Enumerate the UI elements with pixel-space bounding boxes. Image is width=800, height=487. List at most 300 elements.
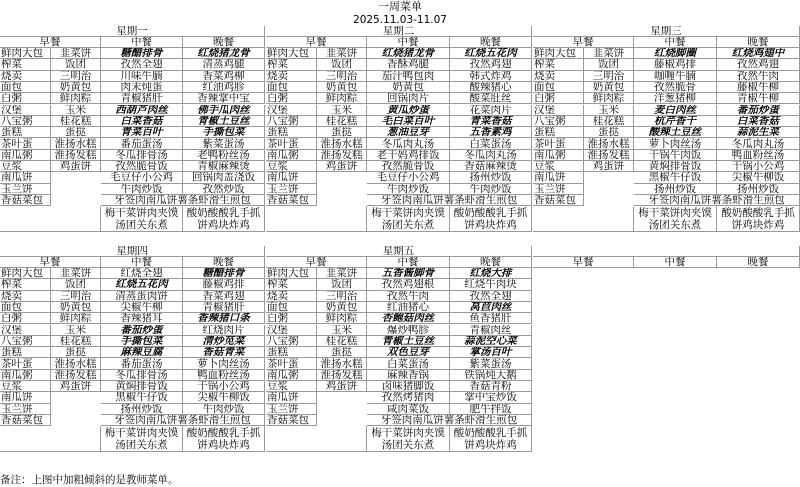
dinner-dish: 扬州炒饭 (717, 184, 800, 195)
dinner-dish: 红烧大排 (450, 268, 532, 279)
dinner-dish: 干锅小公鸡 (717, 161, 800, 172)
lunch-header: 中餐 (101, 257, 183, 268)
dinner-dish: 韩式炸鸡 (450, 71, 532, 82)
breakfast-item: 汉堡 (533, 105, 584, 116)
breakfast-item: 豆浆 (0, 381, 51, 392)
breakfast-item: 玉兰饼 (266, 184, 317, 195)
breakfast-item: 韭菜饼 (317, 48, 367, 59)
lunch-dish: 冬瓜排骨汤 (101, 370, 183, 381)
lunch-dish: 卤味猪脚饭 (367, 381, 450, 392)
breakfast-item: 玉兰饼 (533, 184, 584, 195)
breakfast-item: 八宝粥 (266, 336, 317, 347)
breakfast-item: 南瓜饼 (533, 172, 584, 183)
lunch-dish: 青椒土豆丝 (367, 336, 450, 347)
breakfast-item: 烧卖 (266, 291, 317, 302)
dinner-dish: 香菇麻辣烫 (450, 161, 532, 172)
lunch-header: 中餐 (634, 257, 717, 268)
lunch-dish: 奶黄包 (367, 82, 450, 93)
breakfast-item: 鸡蛋饼 (51, 381, 101, 392)
breakfast-item: 饭团 (51, 279, 101, 290)
breakfast-item: 南瓜饼 (266, 392, 317, 403)
dinner-dish: 青椒肉丝 (450, 325, 532, 336)
breakfast-item: 茶叶蛋 (0, 358, 51, 369)
dinner-header: 晚餐 (450, 257, 532, 268)
breakfast-item: 鲜肉粽 (51, 313, 101, 324)
lunch-dish: 黑椒牛仔饭 (101, 392, 183, 403)
breakfast-item: 烧卖 (533, 71, 584, 82)
breakfast-item: 饭团 (51, 59, 101, 70)
breakfast-blank (266, 426, 367, 452)
breakfast-item: 鲜肉粽 (51, 93, 101, 104)
breakfast-blank (266, 206, 367, 232)
dinner-header: 晚餐 (717, 257, 800, 268)
breakfast-item: 鲜肉大包 (266, 48, 317, 59)
dinner-dish: 酸菜肚丝 (450, 93, 532, 104)
day-name: 星期二 (266, 26, 532, 37)
breakfast-item: 面包 (266, 302, 317, 313)
breakfast-item: 玉米 (51, 105, 101, 116)
breakfast-item: 玉兰饼 (0, 404, 51, 415)
breakfast-item: 三明治 (317, 291, 367, 302)
breakfast-item: 饭团 (317, 59, 367, 70)
breakfast-item: 奶黄包 (317, 302, 367, 313)
breakfast-item: 蛋糕 (266, 347, 317, 358)
breakfast-item: 香菇菜包 (533, 195, 584, 206)
dinner-dish: 香菇青粉 (450, 381, 532, 392)
dinner-dish: 蒜泥空心菜 (450, 336, 532, 347)
dinner-dish: 香菜鸡翅 (183, 291, 265, 302)
breakfast-item: 香菇菜包 (266, 415, 317, 426)
breakfast-item: 豆浆 (266, 161, 317, 172)
breakfast-item: 桂花糕 (584, 116, 634, 127)
breakfast-item: 淮扬水糕 (584, 138, 634, 149)
dinner-dish: 紫菜蛋汤 (450, 358, 532, 369)
dinner-dish: 孜然炒饭 (183, 184, 265, 195)
dinner-dish: 铁锅炖大鹅 (450, 370, 532, 381)
breakfast-item: 玉米 (584, 105, 634, 116)
dinner-dish: 掌中宝炒饭 (450, 392, 532, 403)
breakfast-item: 南瓜粥 (0, 150, 51, 161)
breakfast-item: 白粥 (266, 313, 317, 324)
snack-extra: 酸奶酸酸乳手抓饼鸡块炸鸡 (450, 206, 532, 232)
date-range: 2025.11.03-11.07 (353, 14, 447, 26)
lunch-dish: 双色豆芽 (367, 347, 450, 358)
lunch-dish: 川味牛腩 (101, 71, 183, 82)
breakfast-item: 鲜肉大包 (266, 268, 317, 279)
lunch-dish: 尖椒牛柳 (101, 302, 183, 313)
dinner-dish: 白菜蛋汤 (450, 138, 532, 149)
breakfast-item: 玉兰饼 (0, 184, 51, 195)
breakfast-item: 蛋挞 (51, 127, 101, 138)
dinner-dish: 青椒猪肝 (183, 302, 265, 313)
dinner-dish: 扬州炒饭 (450, 172, 532, 183)
breakfast-item: 白粥 (0, 93, 51, 104)
dinner-dish: 孜然全翅 (450, 291, 532, 302)
snack-row: 牙签肉南瓜饼薯条虾滑生煎包 (367, 415, 532, 426)
breakfast-item: 豆浆 (0, 161, 51, 172)
dinner-dish: 红油鸡胗 (183, 82, 265, 93)
lunch-dish: 毛白菜百叶 (367, 116, 450, 127)
breakfast-item: 饭团 (317, 279, 367, 290)
dinner-dish: 红烧鸡翅中 (717, 48, 800, 59)
breakfast-item: 饭团 (584, 59, 634, 70)
lunch-dish: 孜然烤猪肉 (367, 392, 450, 403)
lunch-dish: 杭芹香干 (634, 116, 717, 127)
lunch-dish: 青椒猪肝 (101, 93, 183, 104)
breakfast-item: 榨菜 (533, 59, 584, 70)
breakfast-item: 鲜肉粽 (317, 93, 367, 104)
breakfast-item: 淮扬水糕 (317, 138, 367, 149)
snack-extra: 梅干菜饼肉夹馍汤团关东煮 (101, 426, 183, 452)
breakfast-item: 南瓜饼 (0, 392, 51, 403)
lunch-dish: 红烧五花肉 (101, 279, 183, 290)
breakfast-item: 淮扬发糕 (317, 370, 367, 381)
dinner-dish: 糖醋排骨 (183, 268, 265, 279)
lunch-dish: 孜然脆骨 (634, 82, 717, 93)
breakfast-item: 韭菜饼 (51, 48, 101, 59)
breakfast-item: 奶黄包 (51, 82, 101, 93)
dinner-dish: 孜然鸡翅 (717, 59, 800, 70)
snack-row: 牙签肉南瓜饼薯条虾滑生煎包 (634, 195, 800, 206)
breakfast-item: 奶黄包 (584, 82, 634, 93)
lunch-dish: 干锅牛肉饭 (634, 150, 717, 161)
breakfast-item: 鸡蛋饼 (317, 381, 367, 392)
breakfast-item: 淮扬发糕 (51, 370, 101, 381)
snack-extra: 梅干菜饼肉夹馍汤团关东煮 (634, 206, 717, 232)
dinner-dish: 青椒牛柳 (717, 93, 800, 104)
breakfast-item: 八宝粥 (0, 336, 51, 347)
dinner-dish: 青椒麻辣烫 (183, 161, 265, 172)
lunch-dish: 香酥鸡腿 (367, 59, 450, 70)
breakfast-item: 奶黄包 (317, 82, 367, 93)
dinner-dish: 红烧牛肉块 (450, 279, 532, 290)
breakfast-item: 八宝粥 (266, 116, 317, 127)
dinner-dish: 孜然牛肉 (717, 71, 800, 82)
dinner-dish: 牛肉炒饭 (450, 184, 532, 195)
lunch-header: 中餐 (101, 37, 183, 48)
lunch-dish: 手撕包菜 (101, 336, 183, 347)
lunch-dish: 黄焖排骨饭 (634, 161, 717, 172)
breakfast-item: 南瓜粥 (266, 150, 317, 161)
lunch-dish: 毛豆仔小公鸡 (367, 172, 450, 183)
breakfast-item: 榨菜 (0, 279, 51, 290)
lunch-dish: 杏鲍菇肉丝 (367, 313, 450, 324)
breakfast-item: 汉堡 (0, 105, 51, 116)
breakfast-item: 豆浆 (533, 161, 584, 172)
breakfast-item: 八宝粥 (0, 116, 51, 127)
breakfast-item: 蛋糕 (0, 127, 51, 138)
dinner-dish: 牛肉炒饭 (183, 404, 265, 415)
lunch-dish: 洋葱猪柳 (634, 93, 717, 104)
breakfast-item: 茶叶蛋 (533, 138, 584, 149)
breakfast-item: 蛋糕 (266, 127, 317, 138)
breakfast-item: 蛋挞 (317, 127, 367, 138)
breakfast-item: 烧卖 (0, 291, 51, 302)
breakfast-item: 韭菜饼 (584, 48, 634, 59)
lunch-dish: 回锅肉片 (367, 93, 450, 104)
breakfast-item: 面包 (533, 82, 584, 93)
breakfast-item: 蛋糕 (0, 347, 51, 358)
dinner-dish: 回锅肉盖浇饭 (183, 172, 265, 183)
snack-extra: 酸奶酸酸乳手抓饼鸡块炸鸡 (183, 426, 265, 452)
lunch-header: 中餐 (367, 257, 450, 268)
breakfast-item: 三明治 (51, 291, 101, 302)
dinner-dish: 红烧肉片 (183, 325, 265, 336)
breakfast-item: 香菇菜包 (266, 195, 317, 206)
breakfast-item: 韭菜饼 (51, 268, 101, 279)
breakfast-header: 早餐 (533, 257, 634, 268)
breakfast-item: 南瓜饼 (266, 172, 317, 183)
lunch-dish: 冬瓜排骨汤 (101, 150, 183, 161)
lunch-dish: 红油猪心 (367, 302, 450, 313)
lunch-dish: 西葫芦肉丝 (101, 105, 183, 116)
dinner-dish: 莴苣肉丝 (450, 302, 532, 313)
lunch-dish: 番茄蛋汤 (101, 358, 183, 369)
lunch-dish: 红烧全翅 (101, 268, 183, 279)
breakfast-item: 三明治 (51, 71, 101, 82)
dinner-header: 晚餐 (183, 37, 265, 48)
lunch-dish: 冬瓜肉丸汤 (367, 138, 450, 149)
dinner-dish: 五香素鸡 (450, 127, 532, 138)
dinner-dish: 冬瓜肉丸汤 (450, 150, 532, 161)
lunch-dish: 青菜百叶 (101, 127, 183, 138)
breakfast-item: 汉堡 (266, 325, 317, 336)
snack-extra: 酸奶酸酸乳手抓饼鸡块炸鸡 (183, 206, 265, 232)
page-title: 一周菜单 (378, 0, 422, 13)
snack-extra: 梅干菜饼肉夹馍汤团关东煮 (367, 206, 450, 232)
breakfast-item: 鲜肉大包 (0, 48, 51, 59)
breakfast-item: 淮扬发糕 (51, 150, 101, 161)
dinner-dish: 掌汤百叶 (450, 347, 532, 358)
lunch-dish: 麻辣香锅 (367, 370, 450, 381)
lunch-dish: 白菜蛋汤 (367, 358, 450, 369)
snack-row: 牙签肉南瓜饼薯条虾滑生煎包 (367, 195, 532, 206)
dinner-dish: 蒜泥生菜 (717, 127, 800, 138)
lunch-dish: 牛肉炒饭 (101, 184, 183, 195)
lunch-dish: 咖喱牛腩 (634, 71, 717, 82)
dinner-dish: 肥牛拌饭 (450, 404, 532, 415)
breakfast-header: 早餐 (266, 257, 367, 268)
breakfast-item: 鲜肉粽 (584, 93, 634, 104)
dinner-dish: 香辣掌中宝 (183, 93, 265, 104)
snack-row: 牙签肉南瓜饼薯条虾滑生煎包 (101, 195, 265, 206)
breakfast-item: 榨菜 (266, 59, 317, 70)
dinner-dish: 青椒土豆丝 (183, 116, 265, 127)
breakfast-item: 蛋挞 (317, 347, 367, 358)
breakfast-item: 南瓜饼 (0, 172, 51, 183)
dinner-dish: 佛手瓜肉丝 (183, 105, 265, 116)
lunch-dish: 葱油豆芽 (367, 127, 450, 138)
lunch-dish: 番茄蛋汤 (101, 138, 183, 149)
breakfast-item: 桂花糕 (317, 336, 367, 347)
dinner-dish: 香菜鸡柳 (183, 71, 265, 82)
breakfast-item: 玉米 (317, 325, 367, 336)
lunch-header: 中餐 (634, 37, 717, 48)
dinner-dish: 酸辣猪心 (450, 82, 532, 93)
breakfast-item: 淮扬水糕 (51, 138, 101, 149)
lunch-dish: 清蒸蛋肉饼 (101, 291, 183, 302)
dinner-dish: 孜然鸡翅 (450, 59, 532, 70)
breakfast-item: 南瓜粥 (533, 150, 584, 161)
lunch-dish: 孜然脆骨饭 (101, 161, 183, 172)
lunch-dish: 咸肉菜饭 (367, 404, 450, 415)
dinner-dish: 清蒸鸡腿 (183, 59, 265, 70)
breakfast-item: 面包 (266, 82, 317, 93)
breakfast-item: 玉米 (51, 325, 101, 336)
snack-extra: 酸奶酸酸乳手抓饼鸡块炸鸡 (450, 426, 532, 452)
breakfast-item: 汉堡 (0, 325, 51, 336)
breakfast-header: 早餐 (0, 257, 101, 268)
lunch-dish: 麻辣豆腐 (101, 347, 183, 358)
breakfast-item: 烧卖 (0, 71, 51, 82)
lunch-dish: 五香酱脚骨 (367, 268, 450, 279)
lunch-dish: 酸辣土豆丝 (634, 127, 717, 138)
dinner-dish: 手撕包菜 (183, 127, 265, 138)
breakfast-item: 榨菜 (266, 279, 317, 290)
lunch-dish: 牛肉炒饭 (367, 184, 450, 195)
breakfast-item: 白粥 (266, 93, 317, 104)
dinner-dish: 鱼香猪肝 (450, 313, 532, 324)
breakfast-blank (0, 206, 101, 232)
dinner-dish: 红烧猪龙骨 (183, 48, 265, 59)
dinner-dish: 香辣猪口条 (183, 313, 265, 324)
breakfast-item: 鲜肉大包 (0, 268, 51, 279)
lunch-dish: 番茄炒蛋 (101, 325, 183, 336)
breakfast-item: 淮扬水糕 (317, 358, 367, 369)
breakfast-item: 面包 (0, 302, 51, 313)
snack-extra: 酸奶酸酸乳手抓饼鸡块炸鸡 (717, 206, 800, 232)
breakfast-item: 玉兰饼 (266, 404, 317, 415)
dinner-dish: 花菜肉片 (450, 105, 532, 116)
breakfast-header: 早餐 (0, 37, 101, 48)
breakfast-item: 蛋糕 (533, 127, 584, 138)
dinner-dish: 萝卜肉丝汤 (183, 358, 265, 369)
dinner-dish: 紫菜蛋汤 (183, 138, 265, 149)
breakfast-item: 鲜肉大包 (533, 48, 584, 59)
breakfast-item: 茶叶蛋 (0, 138, 51, 149)
lunch-dish: 黑椒牛仔饭 (634, 172, 717, 183)
day-name: 星期五 (266, 246, 532, 257)
dinner-dish: 香菇青菜 (183, 347, 265, 358)
breakfast-item: 南瓜粥 (266, 370, 317, 381)
dinner-dish: 尖椒牛柳饭 (183, 392, 265, 403)
breakfast-item: 淮扬水糕 (51, 358, 101, 369)
lunch-dish: 藤椒鸡排 (634, 59, 717, 70)
lunch-dish: 红烧脚圈 (634, 48, 717, 59)
lunch-dish: 扬州炒饭 (634, 184, 717, 195)
breakfast-item: 南瓜粥 (0, 370, 51, 381)
lunch-dish: 爆炒鸭胗 (367, 325, 450, 336)
breakfast-item: 面包 (0, 82, 51, 93)
lunch-dish: 白菜香菇 (101, 116, 183, 127)
breakfast-item: 烧卖 (266, 71, 317, 82)
lunch-dish: 孜然鸡翅根 (367, 279, 450, 290)
lunch-dish: 老干妈鸡排饭 (367, 150, 450, 161)
dinner-dish: 鸭血粉丝汤 (183, 370, 265, 381)
breakfast-item: 豆浆 (266, 381, 317, 392)
dinner-dish: 白菜香菇 (717, 116, 800, 127)
breakfast-item: 玉米 (317, 105, 367, 116)
day-name: 星期三 (533, 26, 800, 37)
lunch-dish: 红烧猪龙骨 (367, 48, 450, 59)
breakfast-item: 茶叶蛋 (266, 138, 317, 149)
breakfast-item: 桂花糕 (317, 116, 367, 127)
lunch-dish: 毛豆仔小公鸡 (101, 172, 183, 183)
footnote: 备注：上图中加粗倾斜的是教师菜单。 (0, 474, 179, 486)
breakfast-item: 白粥 (533, 93, 584, 104)
dinner-dish: 鸭血粉丝汤 (717, 150, 800, 161)
lunch-dish: 孜然脆骨饭 (367, 161, 450, 172)
breakfast-header: 早餐 (266, 37, 367, 48)
breakfast-item: 鲜肉粽 (317, 313, 367, 324)
dinner-dish: 冬瓜肉丸汤 (717, 138, 800, 149)
lunch-dish: 肉末炖蛋 (101, 82, 183, 93)
day-name-empty (533, 246, 800, 257)
breakfast-item: 桂花糕 (51, 336, 101, 347)
breakfast-item: 鸡蛋饼 (317, 161, 367, 172)
dinner-dish: 尖椒牛柳饭 (717, 172, 800, 183)
lunch-dish: 萝卜肉丝汤 (634, 138, 717, 149)
lunch-dish: 孜然牛肉 (367, 291, 450, 302)
lunch-dish: 扬州炒饭 (101, 404, 183, 415)
dinner-header: 晚餐 (183, 257, 265, 268)
breakfast-item: 鸡蛋饼 (584, 161, 634, 172)
snack-extra: 梅干菜饼肉夹馍汤团关东煮 (367, 426, 450, 452)
dinner-dish: 清炒苋菜 (183, 336, 265, 347)
breakfast-item: 淮扬发糕 (317, 150, 367, 161)
breakfast-item: 桂花糕 (51, 116, 101, 127)
lunch-dish: 黄瓜炒蛋 (367, 105, 450, 116)
breakfast-item: 香菇菜包 (0, 195, 51, 206)
breakfast-item: 香菇菜包 (0, 415, 51, 426)
breakfast-item: 八宝粥 (533, 116, 584, 127)
day-name: 星期四 (0, 246, 265, 257)
dinner-dish: 干锅小公鸡 (183, 381, 265, 392)
breakfast-item: 鸡蛋饼 (51, 161, 101, 172)
lunch-dish: 香辣猪耳 (101, 313, 183, 324)
breakfast-item: 奶黄包 (51, 302, 101, 313)
breakfast-blank (533, 206, 634, 232)
dinner-dish: 老鸭粉丝汤 (183, 150, 265, 161)
dinner-dish: 藤椒鸡排 (183, 279, 265, 290)
breakfast-item: 白粥 (0, 313, 51, 324)
breakfast-item: 汉堡 (266, 105, 317, 116)
breakfast-header: 早餐 (533, 37, 634, 48)
lunch-dish: 茄汁鸭包肉 (367, 71, 450, 82)
lunch-dish: 孜然全翅 (101, 59, 183, 70)
lunch-header: 中餐 (367, 37, 450, 48)
dinner-dish: 青菜香菇 (450, 116, 532, 127)
lunch-dish: 糖醋排骨 (101, 48, 183, 59)
breakfast-blank (0, 426, 101, 452)
breakfast-item: 韭菜饼 (317, 268, 367, 279)
lunch-dish: 麦白肉丝 (634, 105, 717, 116)
dinner-dish: 红烧五花肉 (450, 48, 532, 59)
breakfast-item: 淮扬发糕 (584, 150, 634, 161)
snack-extra: 梅干菜饼肉夹馍汤团关东煮 (101, 206, 183, 232)
breakfast-item: 茶叶蛋 (266, 358, 317, 369)
breakfast-item: 榨菜 (0, 59, 51, 70)
breakfast-item: 蛋挞 (51, 347, 101, 358)
dinner-dish: 藤椒牛柳 (717, 82, 800, 93)
dinner-dish: 番茄炒蛋 (717, 105, 800, 116)
breakfast-item: 三明治 (317, 71, 367, 82)
lunch-dish: 黄焖排骨饭 (101, 381, 183, 392)
dinner-header: 晚餐 (450, 37, 532, 48)
breakfast-item: 三明治 (584, 71, 634, 82)
dinner-header: 晚餐 (717, 37, 800, 48)
day-name: 星期一 (0, 26, 265, 37)
